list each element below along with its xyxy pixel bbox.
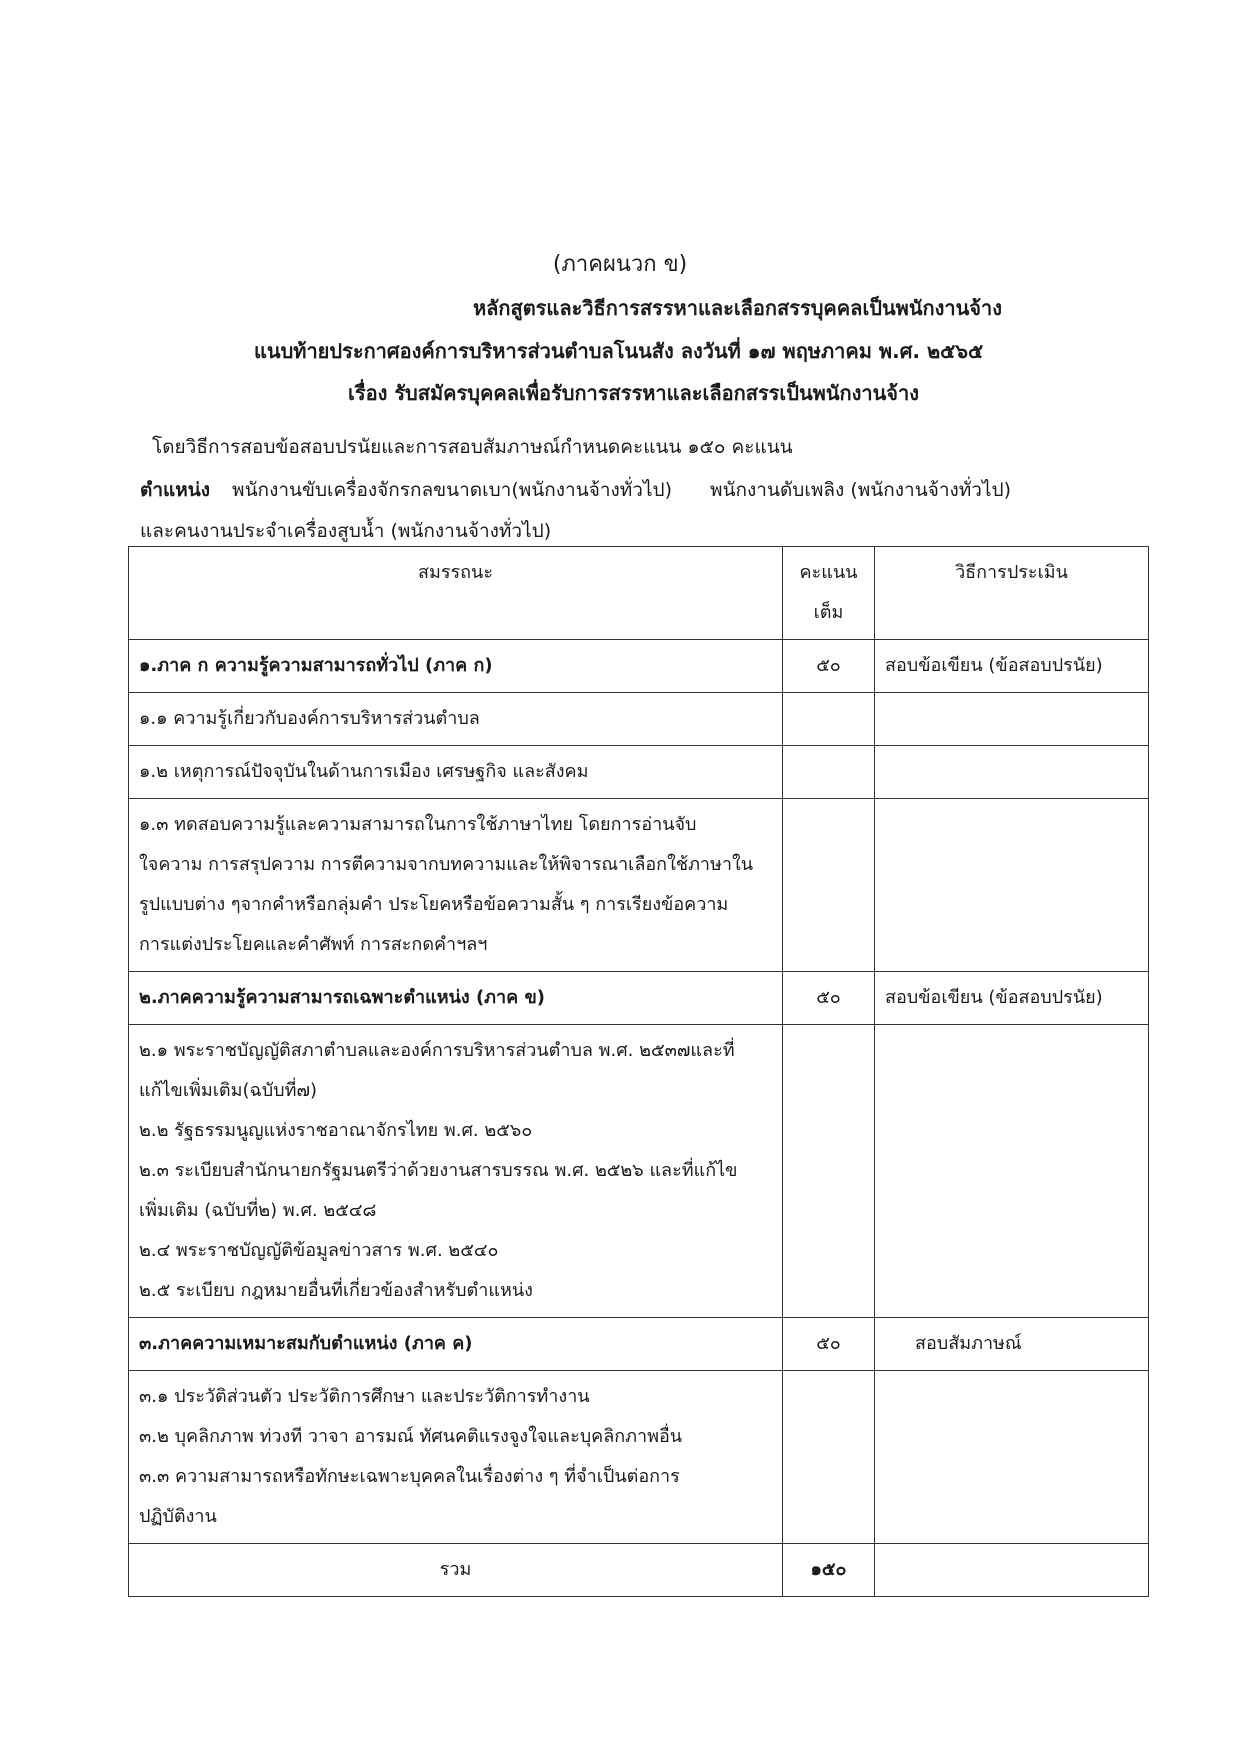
score-cell — [783, 1371, 875, 1544]
section-title: ๓.ภาคความเหมาะสมกับตำแหน่ง (ภาค ค) — [129, 1318, 783, 1371]
total-score: ๑๕๐ — [783, 1544, 875, 1597]
section-row — [129, 1318, 1149, 1371]
header-score-line1: คะแนน — [799, 562, 858, 583]
header-title: หลักสูตรและวิธีการสรรหาและเลือกสรรบุคคลเป็นพนักงานจ้าง — [472, 296, 1002, 320]
topic-cell — [129, 1371, 783, 1544]
table-header-row — [129, 547, 1149, 640]
table-row — [129, 746, 1149, 799]
topic-cell: ๑.๑ ความรู้เกี่ยวกับองค์การบริหารส่วนตำบล — [129, 693, 783, 746]
topic-cell — [129, 1025, 783, 1318]
method-cell — [875, 693, 1149, 746]
position-1: พนักงานขับเครื่องจักรกลขนาดเบา(พนักงานจ้างทั่วไป) — [232, 479, 673, 501]
section-title: ๑.ภาค ก ความรู้ความสามารถทั่วไป (ภาค ก) — [129, 640, 783, 693]
topic-cell — [129, 799, 783, 972]
header-score — [783, 547, 875, 640]
competency-table — [128, 546, 1149, 1597]
method-cell — [875, 799, 1149, 972]
score-cell — [783, 746, 875, 799]
section-method: สอบข้อเขียน (ข้อสอบปรนัย) — [875, 640, 1149, 693]
topic-line: ๒.๓ ระเบียบสำนักนายกรัฐมนตรีว่าด้วยงานสารบรรณ พ.ศ. ๒๕๒๖ และที่แก้ไข — [139, 1160, 738, 1181]
topic-line: ๓.๓ ความสามารถหรือทักษะเฉพาะบุคคลในเรื่องต่าง ๆ ที่จำเป็นต่อการ — [139, 1466, 680, 1487]
topic-cell: ๑.๒ เหตุการณ์ปัจจุบันในด้านการเมือง เศรษฐกิจ และสังคม — [129, 746, 783, 799]
topic-line: รูปแบบต่าง ๆจากคำหรือกลุ่มคำ ประโยคหรือข้อความสั้น ๆ การเรียงข้อความ — [139, 894, 729, 915]
header-announcement: แนบท้ายประกาศองค์การบริหารส่วนตำบลโนนสัง ลงวันที่ ๑๗ พฤษภาคม พ.ศ. ๒๕๖๕ — [254, 339, 984, 363]
table-row — [129, 1371, 1149, 1544]
header-competency: สมรรถนะ — [129, 547, 783, 640]
total-row — [129, 1544, 1149, 1597]
score-cell — [783, 1025, 875, 1318]
topic-line: ๒.๔ พระราชบัญญัติข้อมูลข่าวสาร พ.ศ. ๒๕๔๐ — [139, 1240, 499, 1261]
header-method: วิธีการประเมิน — [875, 547, 1149, 640]
topic-line: ใจความ การสรุปความ การตีความจากบทความและให้พิจารณาเลือกใช้ภาษาใน — [139, 854, 754, 875]
method-cell — [875, 1371, 1149, 1544]
topic-line: ปฏิบัติงาน — [139, 1506, 217, 1527]
position-3: และคนงานประจำเครื่องสูบน้ำ (พนักงานจ้างทั่วไป) — [140, 520, 552, 542]
table-row — [129, 693, 1149, 746]
intro-method: โดยวิธีการสอบข้อสอบปรนัยและการสอบสัมภาษณ์กำหนดคะแนน ๑๕๐ คะแนน — [152, 436, 793, 458]
topic-line: ๓.๒ บุคลิกภาพ ท่วงที วาจา อารมณ์ ทัศนคติแรงจูงใจและบุคลิกภาพอื่น — [139, 1426, 683, 1447]
position-label: ตำแหน่ง — [140, 479, 211, 501]
section-title: ๒.ภาคความรู้ความสามารถเฉพาะตำแหน่ง (ภาค ข) — [129, 972, 783, 1025]
total-label: รวม — [129, 1544, 783, 1597]
method-cell — [875, 746, 1149, 799]
topic-line: การแต่งประโยคและคำศัพท์ การสะกดคำฯลฯ — [139, 934, 488, 955]
section-score: ๕๐ — [783, 640, 875, 693]
section-method: สอบข้อเขียน (ข้อสอบปรนัย) — [875, 972, 1149, 1025]
topic-line: ๒.๒ รัฐธรรมนูญแห่งราชอาณาจักรไทย พ.ศ. ๒๕๖๐ — [139, 1120, 533, 1141]
section-row — [129, 640, 1149, 693]
table-row — [129, 1025, 1149, 1318]
header-subject: เรื่อง รับสมัครบุคคลเพื่อรับการสรรหาและเลือกสรรเป็นพนักงานจ้าง — [348, 381, 919, 405]
total-method-cell — [875, 1544, 1149, 1597]
topic-line: แก้ไขเพิ่มเติม(ฉบับที่๗) — [139, 1080, 318, 1101]
position-2: พนักงานดับเพลิง (พนักงานจ้างทั่วไป) — [710, 479, 1012, 501]
intro-positions — [140, 475, 1011, 505]
topic-line: ๑.๓ ทดสอบความรู้และความสามารถในการใช้ภาษาไทย โดยการอ่านจับ — [139, 814, 697, 835]
section-method: สอบสัมภาษณ์ — [875, 1318, 1149, 1371]
header-score-line2: เต็ม — [813, 602, 844, 623]
section-score: ๕๐ — [783, 1318, 875, 1371]
appendix-label: (ภาคผนวก ข) — [552, 252, 688, 277]
score-cell — [783, 693, 875, 746]
section-score: ๕๐ — [783, 972, 875, 1025]
topic-line: ๒.๑ พระราชบัญญัติสภาตำบลและองค์การบริหารส่วนตำบล พ.ศ. ๒๕๓๗และที่ — [139, 1040, 735, 1061]
method-cell — [875, 1025, 1149, 1318]
topic-line: ๓.๑ ประวัติส่วนตัว ประวัติการศึกษา และประวัติการทำงาน — [139, 1386, 590, 1407]
section-row — [129, 972, 1149, 1025]
topic-line: เพิ่มเติม (ฉบับที่๒) พ.ศ. ๒๕๔๘ — [139, 1200, 377, 1221]
topic-line: ๒.๕ ระเบียบ กฎหมายอื่นที่เกี่ยวข้องสำหรับตำแหน่ง — [139, 1280, 533, 1301]
score-cell — [783, 799, 875, 972]
table-row — [129, 799, 1149, 972]
